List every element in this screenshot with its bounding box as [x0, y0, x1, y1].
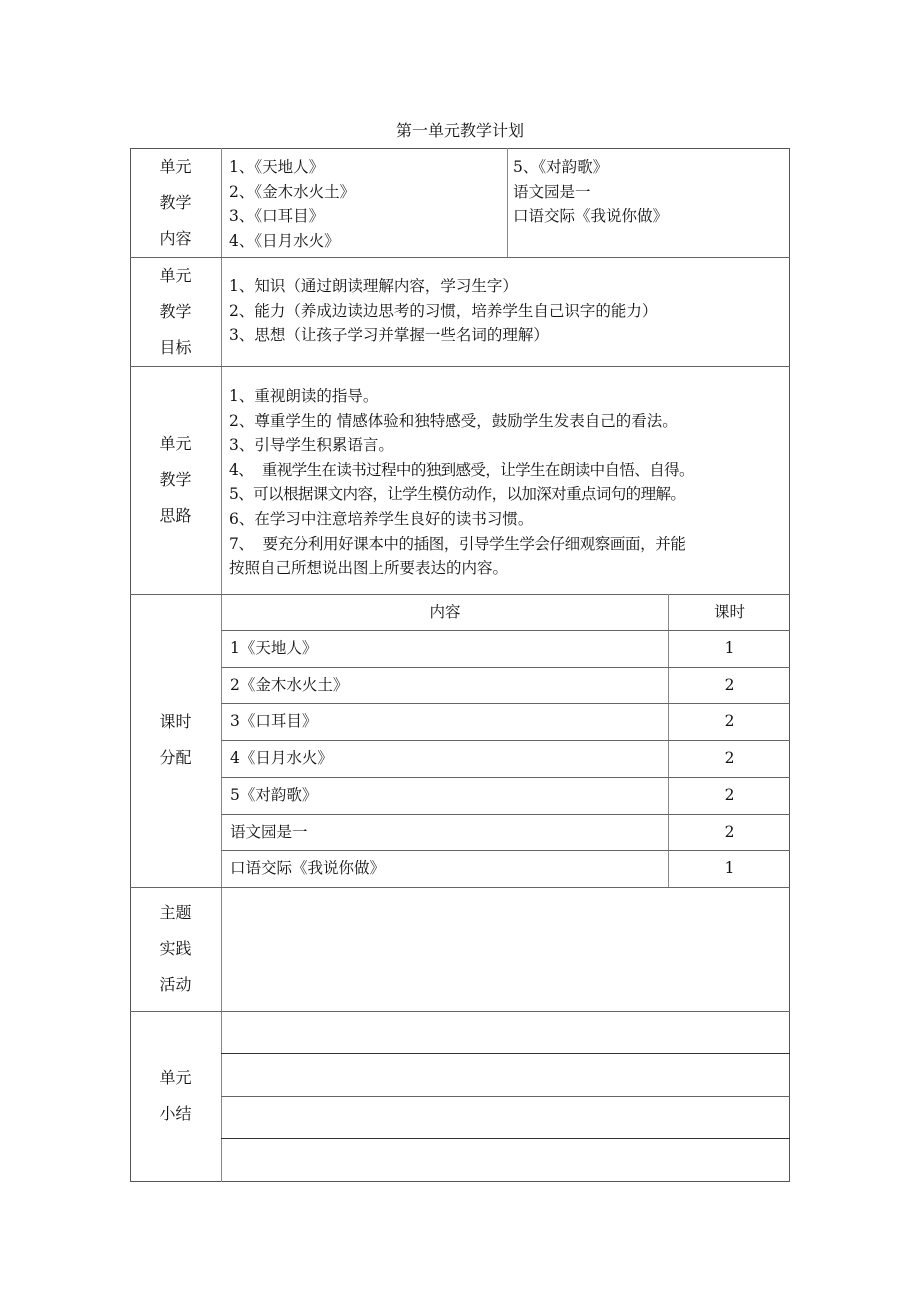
- label-line: 主题: [159, 903, 192, 922]
- schedule-header-hours: 课时: [713, 603, 745, 621]
- schedule-lesson: 3《口耳目》: [230, 712, 318, 731]
- schedule-lesson: 5《对韵歌》: [230, 785, 318, 804]
- label-line: 单元: [159, 157, 192, 176]
- label-line: 单元: [159, 1068, 192, 1087]
- schedule-hours: 2: [724, 749, 735, 768]
- schedule-lesson: 2《金木水火土》: [230, 675, 349, 694]
- goal-item: 1、知识（通过朗读理解内容，学习生字）: [229, 277, 518, 295]
- schedule-hours: 2: [724, 785, 735, 804]
- row-divider: [130, 257, 790, 258]
- approach-item: 6、在学习中注意培养学生良好的读书习惯。: [229, 509, 534, 528]
- schedule-hours: 2: [724, 712, 735, 731]
- label-line: 单元: [159, 434, 192, 453]
- schedule-lesson: 口语交际《我说你做》: [230, 859, 386, 878]
- label-line: 活动: [159, 975, 192, 994]
- content-label: [130, 149, 221, 257]
- label-line: 目标: [159, 338, 192, 357]
- approach-list: [229, 384, 694, 581]
- schedule-hours: 2: [724, 675, 735, 694]
- approach-item: 2、尊重学生的 情感体验和独特感受，鼓励学生发表自己的看法。: [229, 411, 678, 430]
- content-right-list: [513, 155, 668, 229]
- summary-label: [130, 1060, 221, 1132]
- schedule-hours: 2: [724, 822, 735, 841]
- approach-item: 3、引导学生积累语言。: [229, 436, 394, 455]
- row-divider: [130, 366, 790, 367]
- label-line: 内容: [159, 229, 192, 248]
- label-line: 小结: [159, 1104, 192, 1123]
- goal-item: 3、思想（让孩子学习并掌握一些名词的理解）: [229, 326, 549, 344]
- approach-item: 按照自己所想说出图上所要表达的内容。: [229, 559, 509, 578]
- label-line: 思路: [159, 506, 192, 525]
- label-line: 教学: [159, 470, 192, 489]
- schedule-lesson: 4《日月水火》: [230, 749, 333, 768]
- summary-content-area[interactable]: [222, 1012, 789, 1180]
- lesson-item: 4、《日月水火》: [229, 231, 340, 250]
- schedule-lesson: 语文园是一: [230, 822, 308, 841]
- lesson-item: 口语交际《我说你做》: [513, 207, 669, 225]
- goals-list: [229, 274, 657, 348]
- label-line: 教学: [159, 193, 192, 212]
- label-line: 单元: [159, 266, 192, 285]
- activity-label: [130, 895, 221, 1003]
- lesson-item: 语文园是一: [513, 182, 591, 201]
- approach-item: 1、重视朗读的指导。: [229, 387, 379, 405]
- schedule-label: [130, 704, 221, 776]
- approach-item: 4、 重视学生在读书过程中的独到感受，让学生在朗读中自悟、自得。: [229, 460, 694, 479]
- approach-item: 7、 要充分利用好课本中的插图，引导学生学会仔细观察画面，并能: [229, 534, 686, 553]
- activity-content-area[interactable]: [222, 888, 789, 1010]
- approach-label: [130, 426, 221, 534]
- goal-item: 2、能力（养成边读边思考的习惯，培养学生自己识字的能力）: [229, 301, 658, 320]
- lesson-item: 5、《对韵歌》: [513, 158, 609, 176]
- label-line: 教学: [159, 302, 192, 321]
- label-line: 课时: [159, 712, 192, 731]
- goals-label: [130, 258, 221, 366]
- lesson-item: 1、《天地人》: [229, 158, 325, 176]
- approach-item: 5、可以根据课文内容，让学生模仿动作，以加深对重点词句的理解。: [229, 485, 686, 504]
- content-left-list: [229, 155, 355, 253]
- label-line: 实践: [159, 939, 192, 958]
- lesson-item: 2、《金木水火土》: [229, 182, 356, 201]
- page-title: 第一单元教学计划: [395, 121, 524, 140]
- schedule-hours: 1: [724, 639, 735, 657]
- schedule-lesson: 1《天地人》: [230, 639, 318, 657]
- schedule-header-content: 内容: [429, 603, 461, 621]
- label-line: 分配: [159, 748, 192, 767]
- schedule-hours: 1: [724, 859, 735, 878]
- content-divider: [507, 148, 508, 257]
- lesson-item: 3、《口耳目》: [229, 207, 325, 225]
